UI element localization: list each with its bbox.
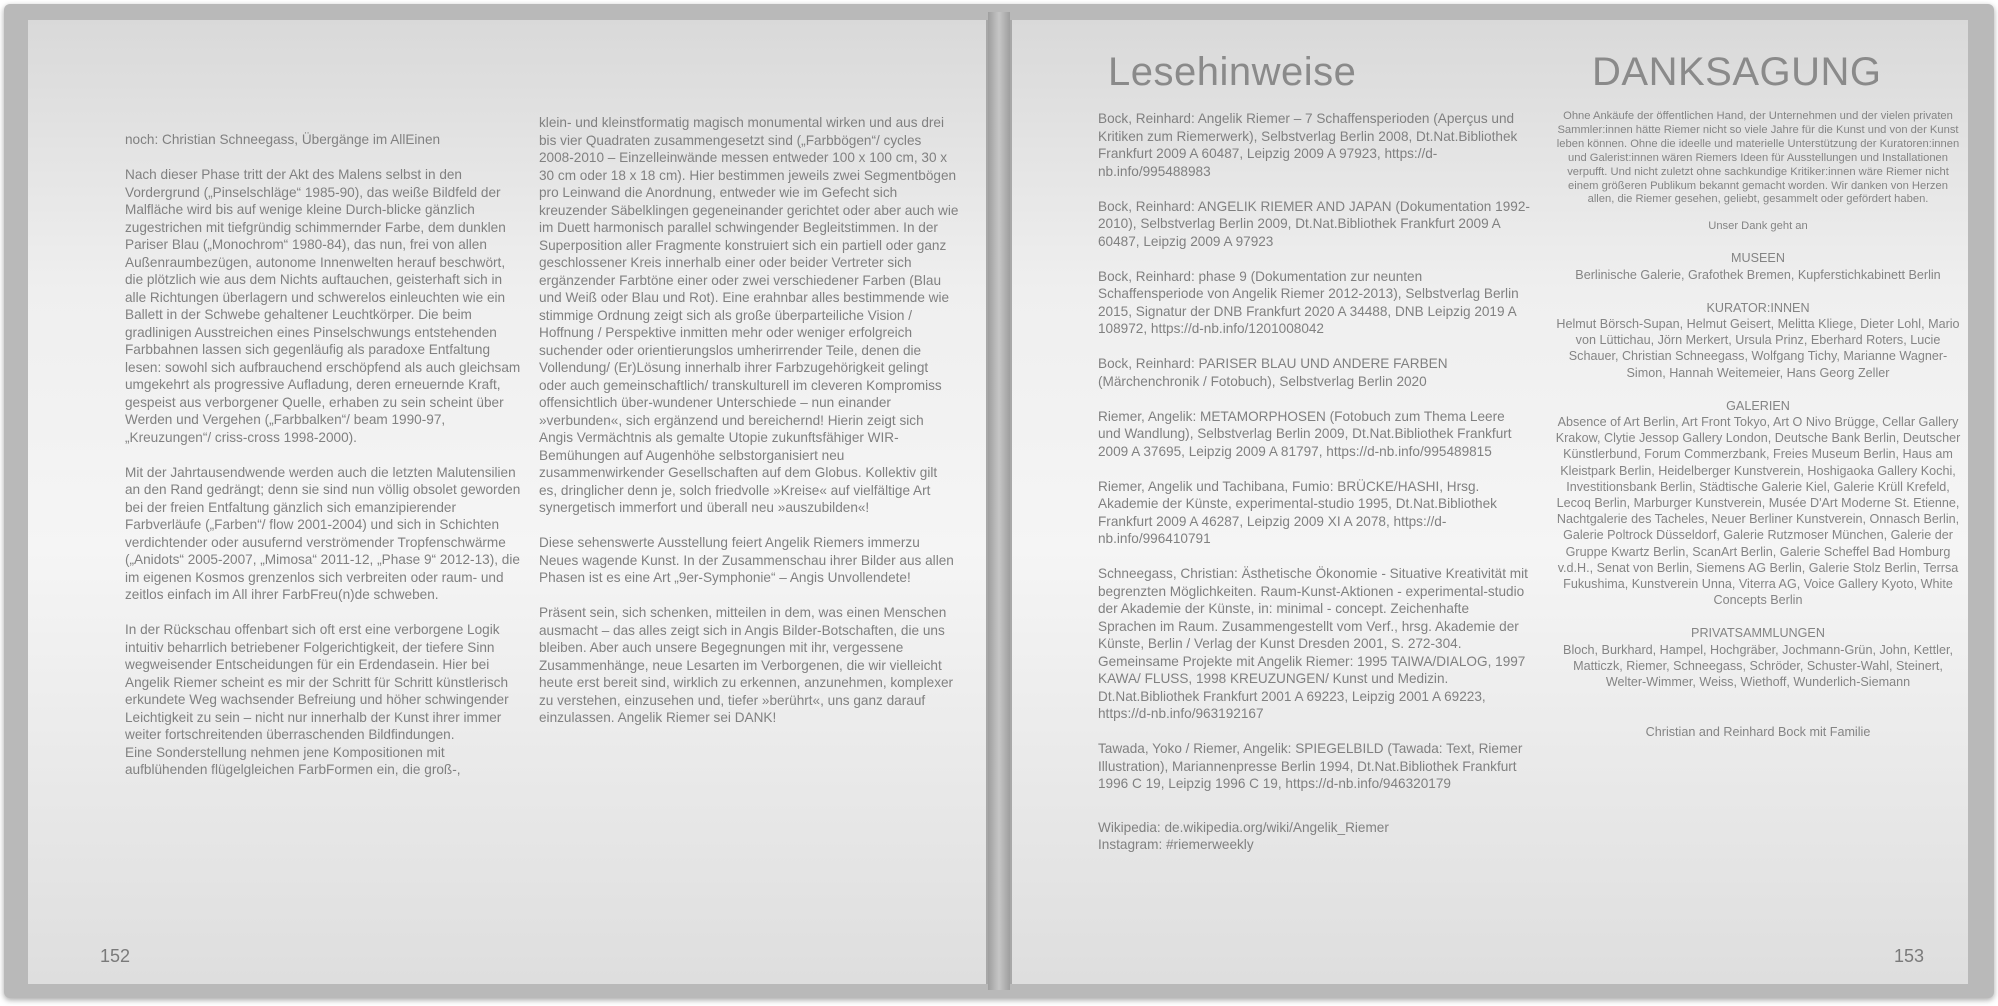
reference-entry: Bock, Reinhard: ANGELIK RIEMER AND JAPAN (Dokumentation 1992-2010), Selbstverlag Berlin 2009, Dt.Nat.Bibliothek Frankfurt 2009 A 60487, Leipzig 2009 A 97923 <box>1098 198 1530 249</box>
paragraph: Präsent sein, sich schenken, mitteilen in dem, was einen Menschen ausmacht – das alles zeigt sich in Angis Bilder-Botschaften, die uns bleiben. Aber auch unsere Begegnungen mit ihr, vergessene Zusammenhänge, neue Lesarten im Verborgenen, die wir vielleicht heute erst bereit sind, wirklich zu erkennen, anzunehmen, komplexer zu verstehen, einzusehen und, tiefer »berührt«, uns ganz darauf einzulassen. Angelik Riemer sei DANK! <box>539 605 954 725</box>
reference-entry: Bock, Reinhard: PARISER BLAU UND ANDERE FARBEN (Märchenchronik / Fotobuch), Selbstverlag Berlin 2020 <box>1098 356 1448 389</box>
page-left <box>28 20 988 984</box>
page-right <box>1010 20 1968 984</box>
reference-entry: Schneegass, Christian: Ästhetische Ökonomie - Situative Kreativität mit begrenzten Möglichkeiten. Raum-Kunst-Aktionen - experimental-studio der Akademie der Künste, in: minimal - concept. Zeichenhafte Sprachen im Raum. Zusammengestellt vom Verf., hrsg. Akademie der Künste, Berlin / Verlag der Kunst Dresden 2001, S. 272-304. Gemeinsame Projekte mit Angelik Riemer: 1995 TAIWA/DIALOG, 1997 KAWA/ FLUSS, 1998 KREUZUNGEN/ Kunst und Medizin. Dt.Nat.Bibliothek Frankfurt 2001 A 69223, Leipzig 2001 A 69223, https://d-nb.info/963192167 <box>1098 566 1528 721</box>
lesehinweise-heading: Lesehinweise <box>1108 50 1357 94</box>
danksagung-heading: DANKSAGUNG <box>1592 50 1882 94</box>
group-curators <box>1554 300 1962 381</box>
book-spine <box>988 12 1010 990</box>
group-private-collections <box>1554 625 1962 690</box>
page-number-left: 152 <box>100 946 131 966</box>
acknowledgement-intro: Ohne Ankäufe der öffentlichen Hand, der Unternehmen und der vielen privaten Sammler:innen hätte Riemer nicht so viele Jahre für die Kunst und von der Kunst leben können. Ohne die ideelle und materielle Unterstützung der Kuratoren:innen und Galerist:innen wären Riemers Ideen für Ausstellungen und Installationen verpufft. Und nicht zuletzt ohne sachkundige Kritiker:innen wäre Riemer nicht einem größeren Publikum bekannt gemacht worden. Wir danken von Herzen allen, die Riemer gesehen, geliebt, gesammelt oder gefördert haben. <box>1556 110 1960 206</box>
reference-entry: Tawada, Yoko / Riemer, Angelik: SPIEGELBILD (Tawada: Text, Riemer Illustration), Mariannenpresse Berlin 1994, Dt.Nat.Bibliothek Frankfurt 1996 C 19, Leipzig 1996 C 19, https://d-nb.info/946320179 <box>1098 741 1523 791</box>
acknowledgements <box>1554 110 1962 740</box>
group-names: Absence of Art Berlin, Art Front Tokyo, Art O Nivo Brügge, Cellar Gallery Krakow, Clytie Jessop Gallery London, Deutsche Bank Berlin, Deutscher Künstlerbund, Forum Commerzbank, Freies Museum Berlin, Haus am Kleistpark Berlin, Heidelberger Kunstverein, Hoshigaoka Gallery Kochi, Investitionsbank Berlin, Städtische Galerie Kiel, Galerie Krüll Krefeld, Lecoq Berlin, Marburger Kunstverein, Musée D'Art Moderne St. Etienne, Nachtgalerie des Tacheles, Neuer Berliner Kunstverein, Onnasch Berlin, Galerie Poltrock Düsseldorf, Galerie Rutzmoser München, Galerie der Gruppe Kwartz Berlin, ScanArt Berlin, Galerie Scheffel Bad Homburg v.d.H., Senat von Berlin, Siemens AG Berlin, Galerie Stolz Berlin, Terrsa Fukushima, Kunstverein Unna, Viterra AG, Voice Gallery Kyoto, White Concepts Berlin <box>1555 414 1961 608</box>
reference-entry: Riemer, Angelik und Tachibana, Fumio: BRÜCKE/HASHI, Hrsg. Akademie der Künste, experimental-studio 1995, Dt.Nat.Bibliothek Frankfurt 2009 A 46287, Leipzig 2009 XI A 2078, https://d-nb.info/996410791 <box>1098 478 1497 546</box>
paragraph: In der Rückschau offenbart sich oft erst eine verborgene Logik intuitiv beharrlich betriebener Folgerichtigkeit, der tiefere Sinn wegweisender Entscheidungen für ein Erdendasein. Hier bei Angelik Riemer scheint es mir der Schritt für Schritt künstlerisch erkundete Weg wachsender Befreiung und höher schwingender Leichtigkeit zu sein – nicht nur innerhalb der Kunst ihrer immer weiter fortschreitenden überraschenden Bildfindungen. <box>125 622 509 742</box>
paragraph: klein- und kleinstformatig magisch monumental wirken und aus drei bis vier Quadraten zusammengesetzt sind („Farbbögen“/ cycles 2008-2010 – Einzelleinwände messen entweder 100 x 100 cm, 30 x 30 cm oder 18 x 18 cm). Hier bestimmen jeweils zwei Segmentbögen pro Leinwand die Anordnung, entweder wie im Gefecht sich kreuzender Säbelklingen gegeneinander gerichtet oder aber auch wie im Duett harmonisch parallel schwingender Begleitstimmen. In der Superposition aller Fragmente konstruiert sich ein partiell oder ganz geschlossener Kreis innerhalb einer oder beider Vertreter sich ergänzender Farbtöne einer oder zwei verschiedener Farben (Blau und Weiß oder Blau und Rot). Eine erahnbar alles bestimmende wie stimmige Ordnung zeigt sich als große überparteiliche Vision / Hoffnung / Perspektive inmitten mehr oder weniger erfolgreich suchender oder orientierungslos umherirrender Teile, denen die Vollendung/ (Er)Lösung innerhalb ihrer Farbzugehörigkeit gelingt oder auch gemeinschaftlich/ transkulturell im cleveren Kompromiss offensichtlich über-wundener Unterschiede – nun einander »verbunden«, sich ergänzend und bereichernd! Hierin zeigt sich Angis Vermächtnis als gemalte Utopie zukunftsfähiger WIR-Bemühungen auf Augenhöhe selbstorganisiert neu zusammenwirkender Gesellschaften auf dem Globus. Kollektiv gilt es, dringlicher denn je, solch friedvolle »Kreise« auf vielfältige Art synergetisch immerfort und überall neu »auszubilden«! <box>539 115 959 515</box>
signoff: Christian and Reinhard Bock mit Familie <box>1645 725 1871 740</box>
running-note: noch: Christian Schneegass, Übergänge im AllEinen <box>125 132 441 147</box>
instagram-handle: Instagram: #riemerweekly <box>1098 837 1254 852</box>
group-names: Berlinische Galerie, Grafothek Bremen, Kupferstichkabinett Berlin <box>1575 267 1941 282</box>
reference-entry: Bock, Reinhard: phase 9 (Dokumentation zur neunten Schaffensperiode von Angelik Riemer 2012-2013), Selbstverlag Berlin 2015, Signatur der DNB Frankfurt 2020 A 34488, DNB Leipzig 2019 A 108972, https://d-nb.info/1201008042 <box>1098 268 1519 336</box>
group-galleries <box>1554 398 1962 609</box>
group-museums <box>1554 250 1962 282</box>
left-column-1 <box>125 131 525 779</box>
group-title: PRIVATSAMMLUNGEN <box>1691 626 1825 641</box>
group-title: MUSEEN <box>1731 251 1785 266</box>
group-title: GALERIEN <box>1726 398 1790 413</box>
external-links <box>1098 819 1530 854</box>
group-names: Helmut Börsch-Supan, Helmut Geisert, Melitta Kliege, Dieter Lohl, Mario von Lüttichau, Jörn Merkert, Ursula Prinz, Eberhard Roters, Lucie Schauer, Christian Schneegass, Wolfgang Tichy, Marianne Wagner-Simon, Hannah Weitemeier, Hans Georg Zeller <box>1556 316 1960 380</box>
reference-entry: Riemer, Angelik: METAMORPHOSEN (Fotobuch zum Thema Leere und Wandlung), Selbstverlag Berlin 2009, Dt.Nat.Bibliothek Frankfurt 2009 A 37695, Leipzig 2009 A 81797, https://d-nb.info/995489815 <box>1098 408 1512 459</box>
group-names: Bloch, Burkhard, Hampel, Hochgräber, Jochmann-Grün, John, Kettler, Matticzk, Riemer, Schneegass, Schröder, Schuster-Wahl, Steinert, Welter-Wimmer, Weiss, Wiethoff, Wunderlich-Siemann <box>1563 642 1953 690</box>
reference-entry: Bock, Reinhard: Angelik Riemer – 7 Schaffensperioden (Aperçus und Kritiken zum Riemerwerk), Selbstverlag Berlin 2008, Dt.Nat.Bibliothek Frankfurt 2009 A 60487, Leipzig 2009 A 97923, https://d-nb.info/995488983 <box>1098 111 1518 179</box>
reading-list <box>1098 110 1530 854</box>
wikipedia-link: Wikipedia: de.wikipedia.org/wiki/Angelik_Riemer <box>1098 819 1389 835</box>
paragraph: Diese sehenswerte Ausstellung feiert Angelik Riemers immerzu Neues wagende Kunst. In der Zusammenschau ihrer Bilder aus allen Phasen ist es eine Art „9er-Symphonie“ – Angis Unvollendete! <box>539 535 954 585</box>
open-book <box>4 4 1994 998</box>
page-number-right: 153 <box>1893 946 1924 966</box>
left-column-2 <box>539 114 959 744</box>
paragraph: Eine Sonderstellung nehmen jene Kompositionen mit aufblühenden flügelgleichen FarbFormen ein, die groß-, <box>125 744 461 777</box>
thanks-label: Unser Dank geht an <box>1708 220 1808 233</box>
paragraph: Nach dieser Phase tritt der Akt des Malens selbst in den Vordergrund („Pinselschläge“ 1985-90), das weiße Bildfeld der Malfläche wird bis auf wenige kleine Durch-blicke gänzlich zugestrichen mit tiefgründig schimmernder Farbe, dem dunklen Pariser Blau („Monochrom“ 1980-84), das nun, frei von allen Außenraumbezügen, autonome Innenwelten herauf beschwört, die plötzlich wie aus dem Nichts auftauchen, geisterhaft sich in alle Richtungen überlagern und schwerelos einleuchten wie ein Ballett in der Schwebe gehaltener Leuchtkörper. Die beim gradlinigen Ausstreichen eines Pinselschwungs entstehenden Farbbahnen lassen sich gegenläufig als paradoxe Entfaltung lesen: sowohl sich aufbrauchend erschöpfend als auch gleichsam umgekehrt als progressive Aufladung, deren erneuernde Kraft, gespeist aus verborgener Quelle, erhaben zu sein scheint über Werden und Vergehen („Farbbalken“/ beam 1990-97, „Kreuzungen“/ criss-cross 1998-2000). <box>125 167 521 445</box>
paragraph: Mit der Jahrtausendwende werden auch die letzten Malutensilien an den Rand gedrängt; denn sie sind nun völlig obsolet geworden bei der freien Entfaltung gänzlich sich emanzipierender Farbverläufe („Farben“/ flow 2001-2004) und sich in Schichten verdichtender oder ausufernd verströmender Tropfenschwärme („Anidots“ 2005-2007, „Mimosa“ 2011-12, „Phase 9“ 2012-13), die im eigenen Kosmos grenzenlos sich verbreiten oder raum- und zeitlos einfach im All ihrer FarbFreu(n)de schweben. <box>125 464 521 602</box>
group-title: KURATOR:INNEN <box>1706 300 1810 315</box>
